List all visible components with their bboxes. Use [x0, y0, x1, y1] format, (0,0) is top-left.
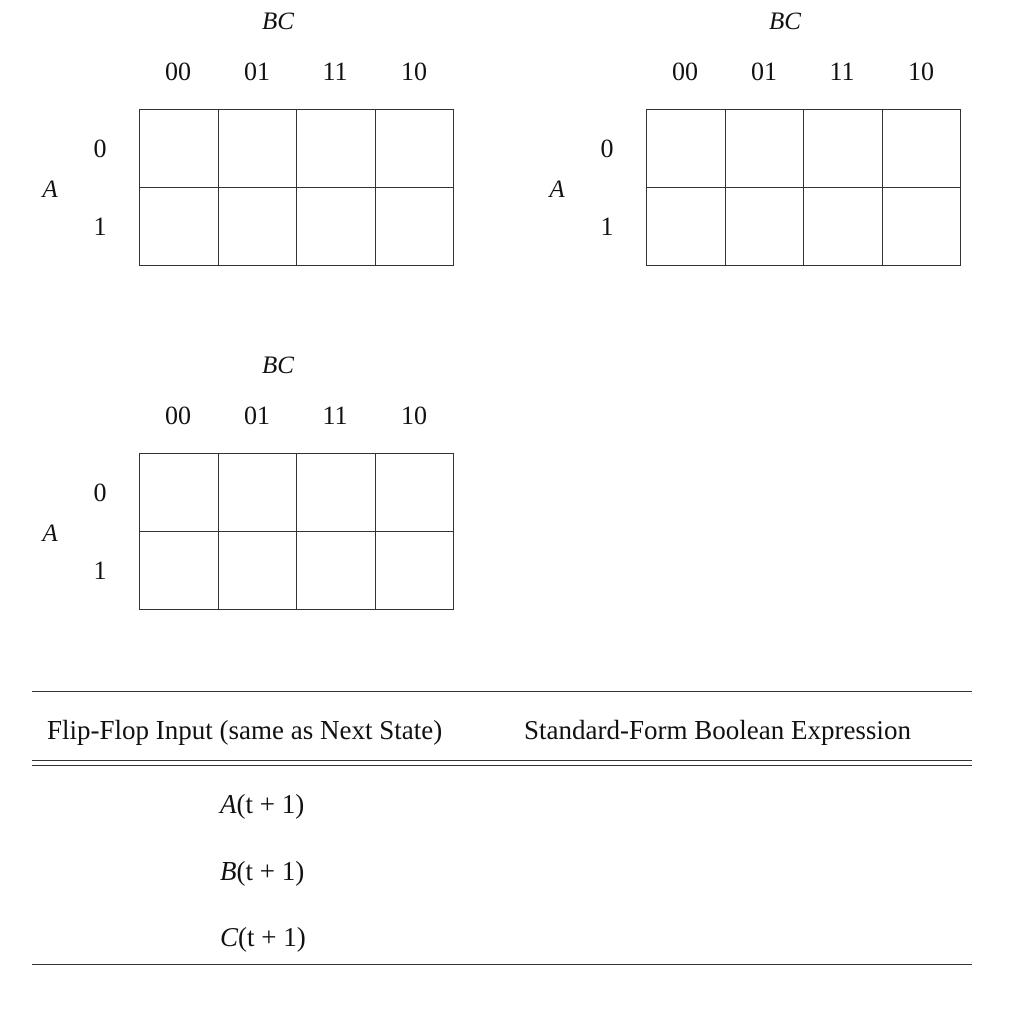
table-header-flipflop-input: Flip-Flop Input (same as Next State)	[47, 715, 443, 745]
kmap-cell[interactable]	[140, 188, 219, 266]
kmap-column-label: 11	[322, 401, 348, 430]
kmap-cell[interactable]	[140, 454, 219, 532]
table-row-c	[220, 917, 306, 957]
kmap-column-label: 11	[322, 57, 348, 86]
kmap-grid	[139, 109, 454, 266]
table-header-rule-upper	[32, 760, 972, 761]
kmap-cell[interactable]	[297, 454, 376, 532]
kmap-column-label: 11	[829, 57, 855, 86]
kmap-cell[interactable]	[297, 532, 376, 610]
table-top-rule	[32, 691, 972, 692]
kmap-cell[interactable]	[218, 188, 297, 266]
kmap-column-label: 00	[165, 57, 191, 86]
time-argument: (t + 1)	[236, 856, 305, 886]
kmap-grid	[646, 109, 961, 266]
kmap-cell[interactable]	[297, 110, 376, 188]
kmap-column-label: 10	[401, 57, 427, 86]
kmap-column-variable: BC	[769, 8, 801, 35]
kmap-row-variable: A	[42, 520, 58, 547]
kmap-row-label: 1	[93, 212, 107, 241]
kmap-grid-row	[140, 188, 454, 266]
kmap-cell[interactable]	[882, 110, 961, 188]
kmap-cell[interactable]	[725, 188, 804, 266]
kmap-cell[interactable]	[140, 532, 219, 610]
kmap-grid	[139, 453, 454, 610]
kmap-row-label: 0	[93, 134, 107, 163]
kmap-row-label: 1	[93, 556, 107, 585]
kmap-column-label: 10	[401, 401, 427, 430]
table-header-rule-lower	[32, 765, 972, 766]
kmap-cell[interactable]	[375, 188, 454, 266]
kmap-row-label: 0	[600, 134, 614, 163]
kmap-row-label: 0	[93, 478, 107, 507]
kmap-column-variable: BC	[262, 352, 294, 379]
kmap-column-variable: BC	[262, 8, 294, 35]
kmap-cell[interactable]	[804, 188, 883, 266]
kmap-row-variable: A	[42, 176, 58, 203]
state-variable: B	[220, 856, 237, 886]
table-header-boolean-expression: Standard-Form Boolean Expression	[524, 715, 911, 745]
kmap-grid-row	[140, 110, 454, 188]
kmap-cell[interactable]	[647, 188, 726, 266]
kmap-cell[interactable]	[375, 532, 454, 610]
table-bottom-rule	[32, 964, 972, 965]
table-row-a	[220, 784, 304, 824]
expression-cell[interactable]	[526, 784, 956, 824]
time-argument: (t + 1)	[238, 922, 306, 952]
kmap-cell[interactable]	[647, 110, 726, 188]
kmap-row-variable: A	[549, 176, 565, 203]
kmap-cell[interactable]	[725, 110, 804, 188]
kmap-row-label: 1	[600, 212, 614, 241]
expression-cell[interactable]	[526, 851, 956, 891]
kmap-cell[interactable]	[375, 454, 454, 532]
kmap-grid-row	[647, 110, 961, 188]
kmap-grid-row	[140, 532, 454, 610]
kmap-cell[interactable]	[218, 532, 297, 610]
kmap-column-label: 01	[244, 401, 270, 430]
kmap-cell[interactable]	[140, 110, 219, 188]
kmap-cell[interactable]	[218, 454, 297, 532]
kmap-column-label: 00	[165, 401, 191, 430]
state-variable: C	[220, 922, 239, 952]
kmap-column-label: 01	[244, 57, 270, 86]
expression-cell[interactable]	[526, 917, 956, 957]
kmap-grid-row	[140, 454, 454, 532]
kmap-cell[interactable]	[804, 110, 883, 188]
state-variable: A	[220, 789, 237, 819]
kmap-cell[interactable]	[297, 188, 376, 266]
kmap-3	[0, 344, 470, 614]
kmap-cell[interactable]	[882, 188, 961, 266]
kmap-column-label: 01	[751, 57, 777, 86]
table-row-b	[220, 851, 304, 891]
kmap-grid-row	[647, 188, 961, 266]
kmap-1	[0, 0, 470, 270]
kmap-2	[507, 0, 977, 270]
kmap-column-label: 00	[672, 57, 698, 86]
time-argument: (t + 1)	[236, 789, 305, 819]
kmap-cell[interactable]	[375, 110, 454, 188]
kmap-cell[interactable]	[218, 110, 297, 188]
kmap-column-label: 10	[908, 57, 934, 86]
